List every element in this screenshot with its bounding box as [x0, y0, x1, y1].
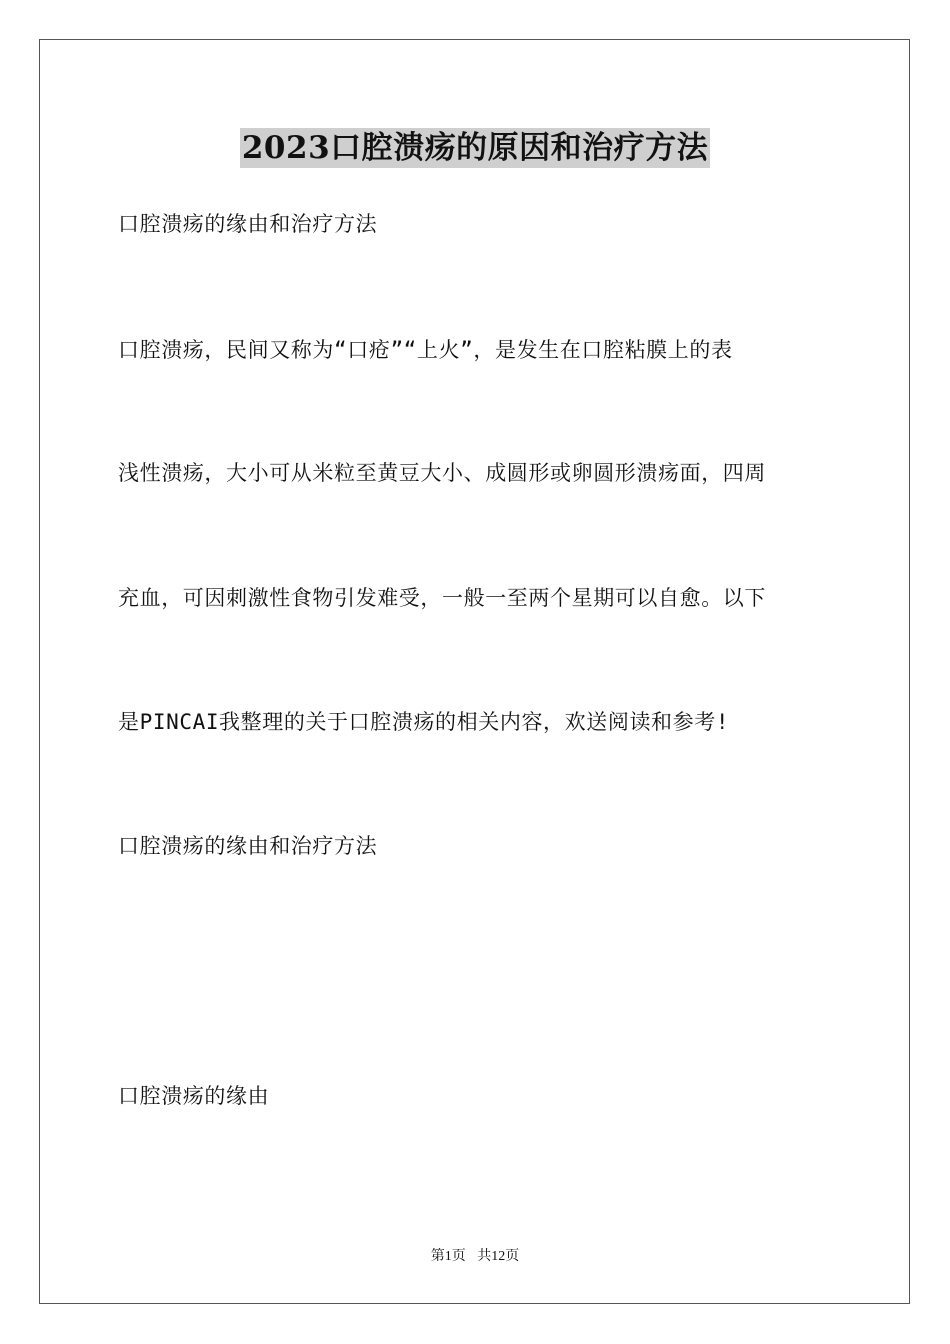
- paragraph-line: 浅性溃疡，大小可从米粒至黄豆大小、成圆形或卵圆形溃疡面，四周: [118, 461, 766, 485]
- document-title: 2023口腔溃疡的原因和治疗方法: [241, 130, 709, 166]
- page-footer: [0, 1248, 950, 1266]
- paragraph-line: 充血，可因刺激性食物引发难受，一般一至两个星期可以自愈。以下: [118, 586, 766, 610]
- page-number: 第1页: [430, 1249, 466, 1264]
- paragraph-line: 是PINCAI我整理的关于口腔溃疡的相关内容，欢送阅读和参考!: [118, 710, 730, 734]
- section-heading: 口腔溃疡的缘由: [118, 1084, 270, 1108]
- section-heading: 口腔溃疡的缘由和治疗方法: [118, 212, 378, 236]
- paragraph-line: 口腔溃疡，民间又称为“口疮”“上火”，是发生在口腔粘膜上的表: [118, 338, 733, 362]
- page-total: 共12页: [477, 1249, 520, 1264]
- section-heading: 口腔溃疡的缘由和治疗方法: [118, 834, 378, 858]
- title-container: [0, 128, 950, 168]
